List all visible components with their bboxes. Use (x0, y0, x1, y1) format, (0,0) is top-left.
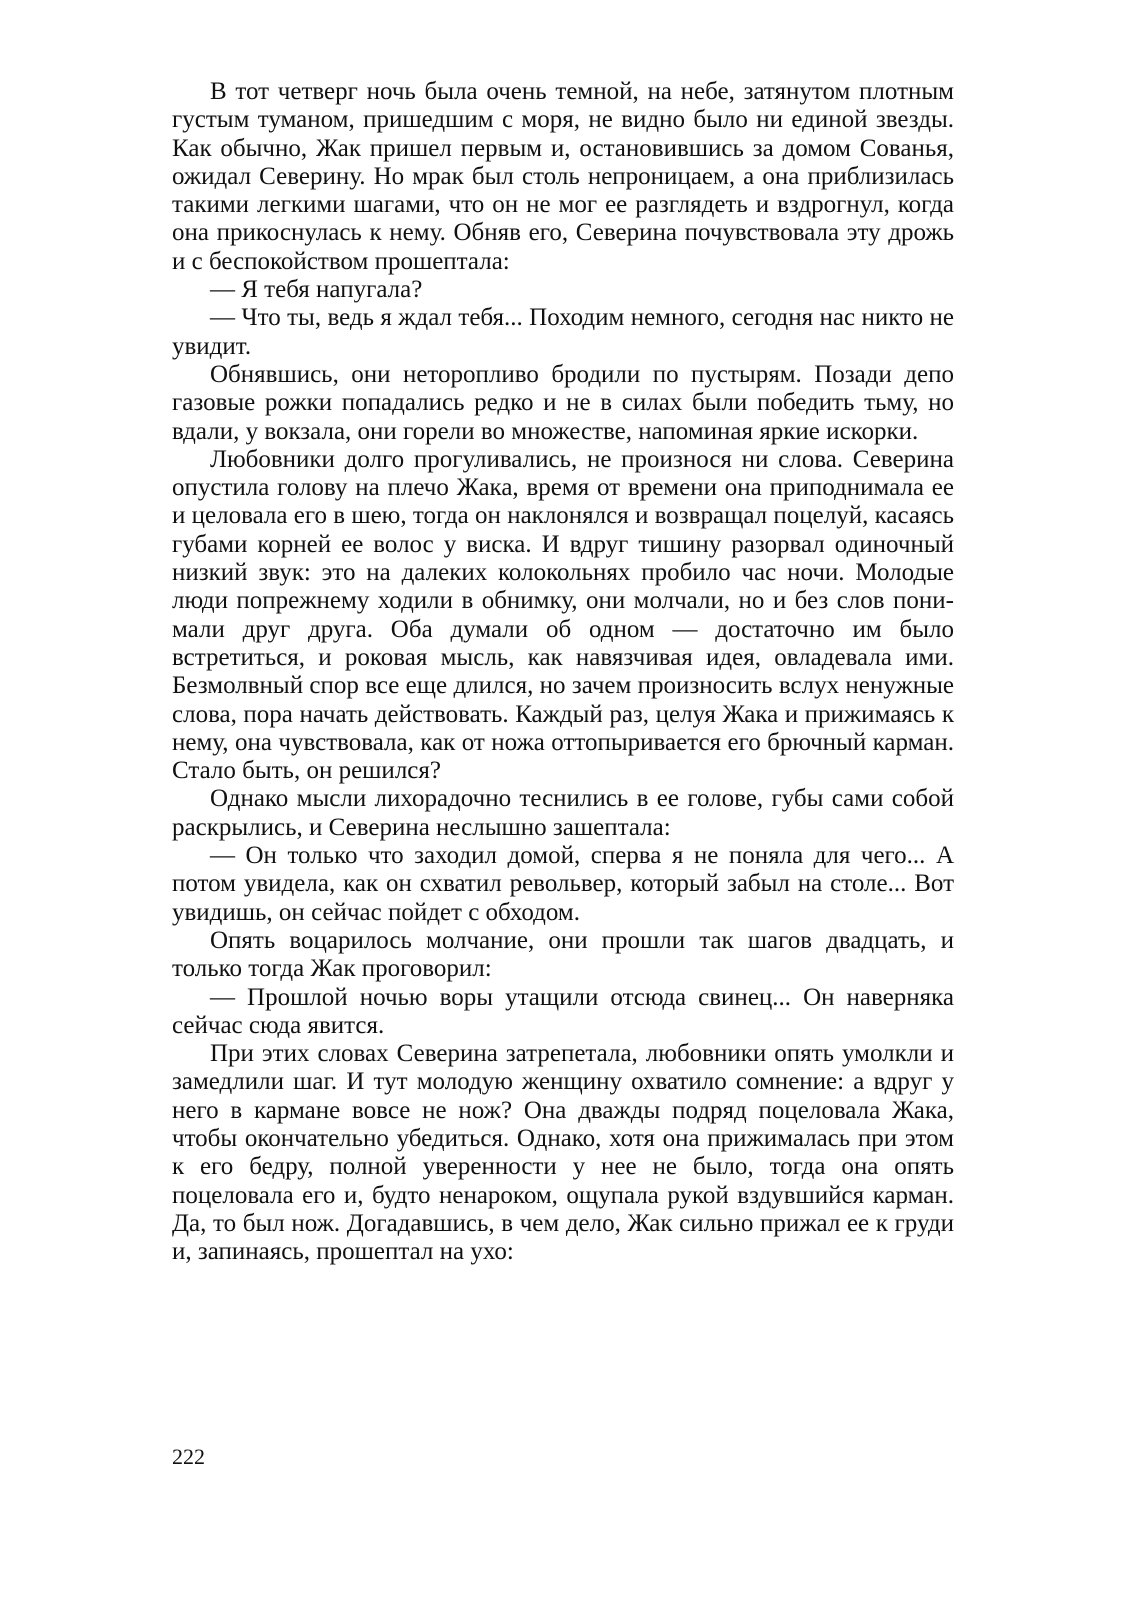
paragraph: В тот четверг ночь была очень темной, на небе, затянутом плотным густым туманом, пришедшим с моря, не видно было ни единой звезды. Как обычно, Жак пришел первым и, остановившись за домом Сованья, ожидал Северину. Но мрак был столь непроницаем, а она приблизилась такими легкими шагами, что он не мог ее разглядеть и вздрогнул, когда она прикоснулась к нему. Обняв его, Северина почувствовала эту дрожь и с беспокойством прошептала: (172, 78, 954, 275)
page-text (172, 78, 954, 1266)
paragraph: Однако мысли лихорадочно теснились в ее голове, губы сами собой раскрылись, и Северина неслышно зашептала: (172, 785, 954, 841)
paragraph: — Он только что заходил домой, сперва я не поняла для чего... А потом увидела, как он схватил револьвер, который забыл на столе... Вот увидишь, он сейчас пойдет с обходом. (172, 842, 954, 926)
paragraph: Обнявшись, они неторопливо бродили по пустырям. Позади депо газовые рожки попадались редко и не в силах были победить тьму, но вдали, у вокзала, они горели во множестве, напоминая яркие искорки. (172, 360, 954, 445)
paragraph: Опять воцарилось молчание, они прошли так шагов двадцать, и только тогда Жак проговорил: (172, 926, 954, 983)
paragraph: При этих словах Северина затрепетала, любовники опять умолкли и замедлили шаг. И тут молодую женщину охватило сомнение: а вдруг у него в кармане вовсе не нож? Она дважды подряд поцеловала Жака, чтобы окончательно убедиться. Однако, хотя она прижималась при этом к его бедру, полной уверенности у нее не было, тогда она опять поцеловала его и, будто ненароком, ощупала рукой вздувшийся карман. Да, то был нож. Догадавшись, в чем дело, Жак сильно прижал ее к груди и, запинаясь, прошептал на ухо: (172, 1040, 954, 1266)
paragraph: — Прошлой ночью воры утащили отсюда свинец... Он наверняка сейчас сюда явится. (172, 983, 954, 1039)
paragraph: Любовники долго прогуливались, не произнося ни слова. Северина опустила голову на плечо Жака, время от времени она приподнимала ее и целовала его в шею, тогда он наклонялся и возвращал поцелуй, касаясь губами корней ее волос у виска. И вдруг тишину разорвал одиночный низкий звук: это на далеких колокольнях пробило час ночи. Молодые люди попрежнему ходили в обнимку, они молчали, но и без слов понимали друг друга. Оба думали об одном — достаточно им было встретиться, и роковая мысль, как навязчивая идея, овладевала ими. Безмолвный спор все еще длился, но зачем произносить вслух ненужные слова, пора начать действовать. Каждый раз, целуя Жака и прижимаясь к нему, она чувствовала, как от ножа оттопыривается его брючный карман. Стало быть, он решился? (172, 445, 954, 785)
page-number: 222 (172, 1444, 205, 1469)
paragraph: — Что ты, ведь я ждал тебя... Походим немного, сегодня нас никто не увидит. (172, 304, 954, 360)
paragraph: — Я тебя напугала? (210, 276, 423, 304)
